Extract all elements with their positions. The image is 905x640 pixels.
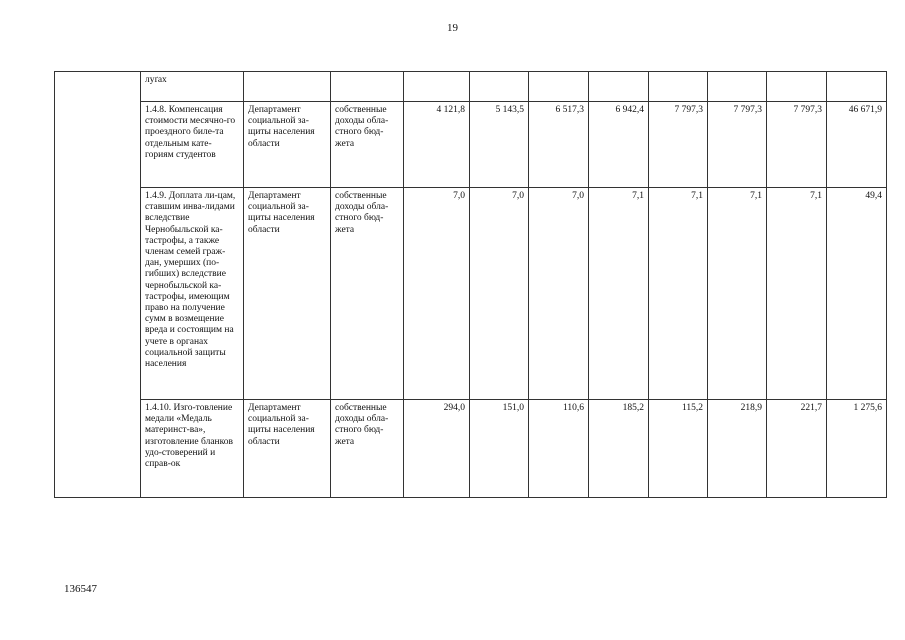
empty-cell <box>470 72 529 102</box>
value-cell: 7,0 <box>470 188 529 400</box>
value-cell: 151,0 <box>470 400 529 498</box>
value-cell: 185,2 <box>589 400 649 498</box>
value-cell: 7,1 <box>589 188 649 400</box>
total-cell: 1 275,6 <box>827 400 887 498</box>
funding-source: собственные доходы обла-стного бюд-жета <box>331 188 404 400</box>
table-row <box>55 188 887 400</box>
value-cell: 7,0 <box>529 188 589 400</box>
section-blank-cell <box>55 72 141 498</box>
value-cell: 221,7 <box>767 400 827 498</box>
value-cell: 5 143,5 <box>470 102 529 188</box>
value-cell: 110,6 <box>529 400 589 498</box>
empty-cell <box>244 72 331 102</box>
empty-cell <box>529 72 589 102</box>
funding-source: собственные доходы обла-стного бюд-жета <box>331 400 404 498</box>
value-cell: 7 797,3 <box>649 102 708 188</box>
document-code: 136547 <box>64 583 97 595</box>
value-cell: 294,0 <box>404 400 470 498</box>
empty-cell <box>404 72 470 102</box>
empty-cell <box>649 72 708 102</box>
value-cell: 115,2 <box>649 400 708 498</box>
measure-name: 1.4.10. Изго-товление медали «Медаль материнст-ва», изготовление бланков удо-стоверений и справ-ок <box>141 400 244 498</box>
value-cell: 6 517,3 <box>529 102 589 188</box>
table-row <box>55 102 887 188</box>
table-row <box>55 400 887 498</box>
value-cell: 7,1 <box>649 188 708 400</box>
executor: Департамент социальной за-щиты населения области <box>244 102 331 188</box>
value-cell: 7 797,3 <box>708 102 767 188</box>
value-cell: 6 942,4 <box>589 102 649 188</box>
empty-cell <box>331 72 404 102</box>
value-cell: 7,0 <box>404 188 470 400</box>
empty-cell <box>827 72 887 102</box>
measure-name: 1.4.9. Доплата ли-цам, ставшим инва-лидами вследствие Чернобыльской ка-тастрофы, а также членам семей граж-дан, умерших (по-гибших) вследствие чернобыльской ка-тастрофы, имеющим право на получение сумм в возмещение вреда и состоящим на учете в органах социальной защиты населения <box>141 188 244 400</box>
empty-cell <box>589 72 649 102</box>
empty-cell <box>708 72 767 102</box>
value-cell: 7 797,3 <box>767 102 827 188</box>
value-cell: 7,1 <box>767 188 827 400</box>
budget-table <box>54 71 887 498</box>
continuation-text: луґах <box>141 72 244 102</box>
value-cell: 4 121,8 <box>404 102 470 188</box>
measure-name: 1.4.8. Компенсация стоимости месячно-го проездного биле-та отдельным кате-гориям студентов <box>141 102 244 188</box>
value-cell: 218,9 <box>708 400 767 498</box>
total-cell: 49,4 <box>827 188 887 400</box>
value-cell: 7,1 <box>708 188 767 400</box>
funding-source: собственные доходы обла-стного бюд-жета <box>331 102 404 188</box>
executor: Департамент социальной за-щиты населения области <box>244 400 331 498</box>
table-row-continuation <box>55 72 887 102</box>
page-number: 19 <box>447 22 458 34</box>
empty-cell <box>767 72 827 102</box>
total-cell: 46 671,9 <box>827 102 887 188</box>
executor: Департамент социальной за-щиты населения области <box>244 188 331 400</box>
